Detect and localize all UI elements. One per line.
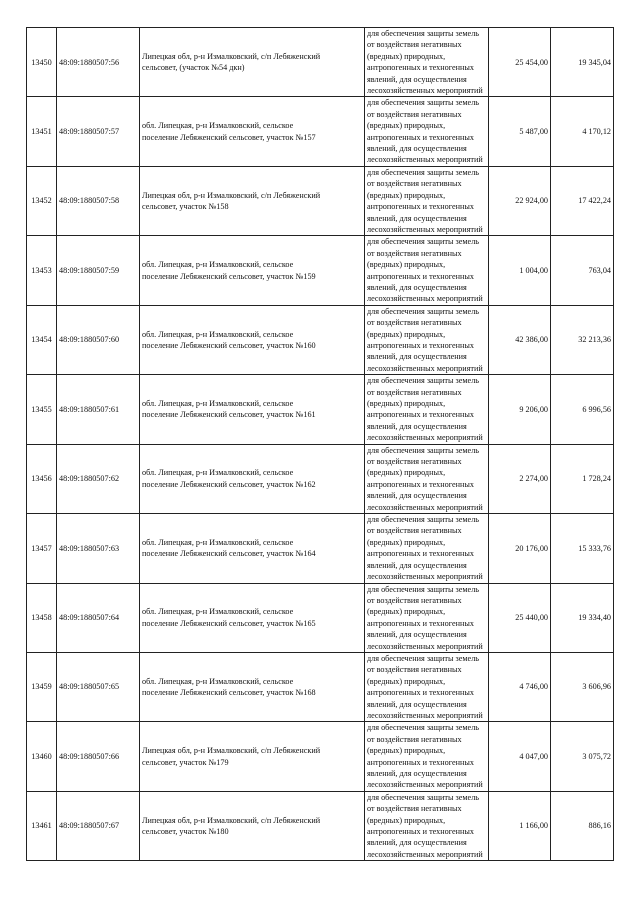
land-use-line: (вредных) природных, bbox=[367, 190, 446, 200]
land-use-line: антропогенных и техногенных bbox=[367, 132, 474, 142]
land-use-cell bbox=[365, 583, 489, 652]
record-number-cell: 13450 bbox=[27, 28, 57, 97]
land-use-line: (вредных) природных, bbox=[367, 51, 446, 61]
address-line: обл. Липецкая, р-н Измалковский, сельское bbox=[142, 329, 294, 339]
cadastral-number-cell: 48:09:1880507:62 bbox=[57, 444, 140, 513]
address-line: поселение Лебяженский сельсовет, участок №162 bbox=[142, 479, 316, 489]
land-use-line: (вредных) природных, bbox=[367, 815, 446, 825]
address-cell bbox=[140, 305, 365, 374]
table-row bbox=[27, 97, 614, 166]
land-use-line: явлений, для осуществления bbox=[367, 74, 467, 84]
land-use-line: для обеспечения защиты земель bbox=[367, 584, 480, 594]
land-use-line: для обеспечения защиты земель bbox=[367, 445, 480, 455]
table-row bbox=[27, 791, 614, 860]
cadastral-number-cell: 48:09:1880507:57 bbox=[57, 97, 140, 166]
address-cell bbox=[140, 444, 365, 513]
land-use-line: явлений, для осуществления bbox=[367, 769, 467, 778]
land-use-line: лесохозяйственных мероприятий bbox=[367, 849, 483, 859]
cadastral-number-cell: 48:09:1880507:58 bbox=[57, 166, 140, 235]
land-use-line: (вредных) природных, bbox=[367, 468, 446, 478]
cost-value-cell: 1 728,24 bbox=[551, 444, 614, 513]
land-use-line: явлений, для осуществления bbox=[367, 144, 467, 154]
table-row bbox=[27, 444, 614, 513]
land-use-line: для обеспечения защиты земель bbox=[367, 237, 480, 247]
address-cell bbox=[140, 791, 365, 860]
land-use-cell bbox=[365, 28, 489, 97]
area-value-cell: 9 206,00 bbox=[489, 375, 551, 444]
land-use-line: явлений, для осуществления bbox=[367, 421, 467, 431]
land-use-line: для обеспечения защиты земель bbox=[367, 792, 480, 802]
land-use-cell bbox=[365, 722, 489, 791]
address-line: Липецкая обл, р-н Измалковский, с/п Лебяженский bbox=[142, 815, 321, 825]
area-value-cell: 4 746,00 bbox=[489, 652, 551, 721]
record-number-cell: 13452 bbox=[27, 166, 57, 235]
address-cell bbox=[140, 97, 365, 166]
land-use-line: явлений, для осуществления bbox=[367, 282, 467, 292]
address-line: сельсовет, (участок №54 дкн) bbox=[142, 63, 245, 73]
cadastral-number-cell: 48:09:1880507:59 bbox=[57, 236, 140, 305]
land-use-line: антропогенных и техногенных bbox=[367, 549, 474, 559]
land-use-line: лесохозяйственных мероприятий bbox=[367, 86, 483, 96]
record-number-cell: 13457 bbox=[27, 514, 57, 583]
area-value-cell: 4 047,00 bbox=[489, 722, 551, 791]
cadastral-number-cell: 48:09:1880507:63 bbox=[57, 514, 140, 583]
land-use-line: от воздействия негативных bbox=[367, 318, 462, 328]
land-use-line: лесохозяйственных мероприятий bbox=[367, 433, 483, 443]
table-row bbox=[27, 236, 614, 305]
land-use-line: лесохозяйственных мероприятий bbox=[367, 155, 483, 165]
address-line: обл. Липецкая, р-н Измалковский, сельское bbox=[142, 537, 294, 547]
land-use-line: от воздействия негативных bbox=[367, 526, 462, 536]
land-use-line: антропогенных и техногенных bbox=[367, 410, 474, 420]
land-use-cell bbox=[365, 305, 489, 374]
address-line: поселение Лебяженский сельсовет, участок №168 bbox=[142, 688, 316, 698]
record-number-cell: 13458 bbox=[27, 583, 57, 652]
land-use-cell bbox=[365, 652, 489, 721]
land-use-cell bbox=[365, 236, 489, 305]
table-row bbox=[27, 583, 614, 652]
land-use-line: явлений, для осуществления bbox=[367, 213, 467, 223]
land-use-line: для обеспечения защиты земель bbox=[367, 723, 480, 733]
cost-value-cell: 19 334,40 bbox=[551, 583, 614, 652]
land-use-line: явлений, для осуществления bbox=[367, 352, 467, 362]
table-row bbox=[27, 305, 614, 374]
land-use-line: от воздействия негативных bbox=[367, 40, 462, 50]
address-line: поселение Лебяженский сельсовет, участок №165 bbox=[142, 618, 316, 628]
table-row bbox=[27, 28, 614, 97]
cadastral-number-cell: 48:09:1880507:56 bbox=[57, 28, 140, 97]
area-value-cell: 1 166,00 bbox=[489, 791, 551, 860]
cost-value-cell: 6 996,56 bbox=[551, 375, 614, 444]
cost-value-cell: 15 333,76 bbox=[551, 514, 614, 583]
land-use-line: лесохозяйственных мероприятий bbox=[367, 502, 483, 512]
land-use-line: антропогенных и техногенных bbox=[367, 827, 474, 837]
land-use-line: от воздействия негативных bbox=[367, 665, 462, 675]
land-use-line: антропогенных и техногенных bbox=[367, 757, 474, 767]
land-use-line: (вредных) природных, bbox=[367, 607, 446, 617]
address-cell bbox=[140, 375, 365, 444]
land-use-line: явлений, для осуществления bbox=[367, 630, 467, 640]
area-value-cell: 1 004,00 bbox=[489, 236, 551, 305]
area-value-cell: 22 924,00 bbox=[489, 166, 551, 235]
record-number-cell: 13461 bbox=[27, 791, 57, 860]
land-use-line: (вредных) природных, bbox=[367, 260, 446, 270]
address-line: Липецкая обл, р-н Измалковский, с/п Лебяженский bbox=[142, 746, 321, 756]
record-number-cell: 13455 bbox=[27, 375, 57, 444]
land-use-line: явлений, для осуществления bbox=[367, 838, 467, 848]
address-line: обл. Липецкая, р-н Измалковский, сельское bbox=[142, 260, 294, 270]
land-use-line: для обеспечения защиты земель bbox=[367, 515, 480, 525]
address-line: поселение Лебяженский сельсовет, участок №161 bbox=[142, 410, 316, 420]
land-use-line: от воздействия негативных bbox=[367, 804, 462, 814]
land-use-cell bbox=[365, 97, 489, 166]
land-use-line: для обеспечения защиты земель bbox=[367, 306, 480, 316]
land-use-line: от воздействия негативных bbox=[367, 248, 462, 258]
land-use-line: (вредных) природных, bbox=[367, 537, 446, 547]
address-cell bbox=[140, 514, 365, 583]
area-value-cell: 20 176,00 bbox=[489, 514, 551, 583]
land-use-line: для обеспечения защиты земель bbox=[367, 653, 480, 663]
land-use-cell bbox=[365, 375, 489, 444]
table-row bbox=[27, 514, 614, 583]
area-value-cell: 5 487,00 bbox=[489, 97, 551, 166]
land-use-line: от воздействия негативных bbox=[367, 734, 462, 744]
address-line: обл. Липецкая, р-н Измалковский, сельское bbox=[142, 121, 294, 131]
cost-value-cell: 3 075,72 bbox=[551, 722, 614, 791]
record-number-cell: 13456 bbox=[27, 444, 57, 513]
land-use-line: лесохозяйственных мероприятий bbox=[367, 294, 483, 304]
land-use-line: (вредных) природных, bbox=[367, 329, 446, 339]
land-use-line: лесохозяйственных мероприятий bbox=[367, 363, 483, 373]
address-line: Липецкая обл, р-н Измалковский, с/п Лебяженский bbox=[142, 190, 321, 200]
address-cell bbox=[140, 722, 365, 791]
table-row bbox=[27, 375, 614, 444]
cost-value-cell: 4 170,12 bbox=[551, 97, 614, 166]
address-line: поселение Лебяженский сельсовет, участок №160 bbox=[142, 340, 316, 350]
cost-value-cell: 19 345,04 bbox=[551, 28, 614, 97]
land-use-cell bbox=[365, 791, 489, 860]
cadastral-number-cell: 48:09:1880507:65 bbox=[57, 652, 140, 721]
cadastral-number-cell: 48:09:1880507:66 bbox=[57, 722, 140, 791]
land-use-line: лесохозяйственных мероприятий bbox=[367, 710, 483, 720]
address-cell bbox=[140, 28, 365, 97]
area-value-cell: 25 440,00 bbox=[489, 583, 551, 652]
registry-body bbox=[27, 28, 614, 861]
area-value-cell: 2 274,00 bbox=[489, 444, 551, 513]
address-line: поселение Лебяженский сельсовет, участок №159 bbox=[142, 271, 316, 281]
land-use-line: лесохозяйственных мероприятий bbox=[367, 572, 483, 582]
land-use-line: лесохозяйственных мероприятий bbox=[367, 224, 483, 234]
address-cell bbox=[140, 236, 365, 305]
area-value-cell: 25 454,00 bbox=[489, 28, 551, 97]
land-use-line: антропогенных и техногенных bbox=[367, 340, 474, 350]
table-row bbox=[27, 652, 614, 721]
land-use-line: (вредных) природных, bbox=[367, 121, 446, 131]
land-use-line: (вредных) природных, bbox=[367, 399, 446, 408]
address-line: поселение Лебяженский сельсовет, участок №164 bbox=[142, 549, 316, 559]
cadastral-number-cell: 48:09:1880507:61 bbox=[57, 375, 140, 444]
land-use-line: антропогенных и техногенных bbox=[367, 688, 474, 698]
land-use-line: лесохозяйственных мероприятий bbox=[367, 780, 483, 790]
address-line: обл. Липецкая, р-н Измалковский, сельское bbox=[142, 676, 294, 686]
cadastral-number-cell: 48:09:1880507:60 bbox=[57, 305, 140, 374]
land-use-line: от воздействия негативных bbox=[367, 179, 462, 189]
area-value-cell: 42 386,00 bbox=[489, 305, 551, 374]
land-use-line: от воздействия негативных bbox=[367, 595, 462, 605]
record-number-cell: 13459 bbox=[27, 652, 57, 721]
cost-value-cell: 886,16 bbox=[551, 791, 614, 860]
land-use-line: (вредных) природных, bbox=[367, 746, 446, 756]
address-line: обл. Липецкая, р-н Измалковский, сельское bbox=[142, 399, 294, 408]
land-use-line: антропогенных и техногенных bbox=[367, 63, 474, 73]
table-row bbox=[27, 166, 614, 235]
land-use-line: от воздействия негативных bbox=[367, 109, 462, 119]
address-line: сельсовет, участок №179 bbox=[142, 757, 229, 767]
record-number-cell: 13460 bbox=[27, 722, 57, 791]
table-row bbox=[27, 722, 614, 791]
land-use-line: от воздействия негативных bbox=[367, 387, 462, 397]
address-cell bbox=[140, 583, 365, 652]
land-use-line: антропогенных и техногенных bbox=[367, 479, 474, 489]
land-use-line: антропогенных и техногенных bbox=[367, 202, 474, 212]
land-use-line: явлений, для осуществления bbox=[367, 699, 467, 709]
land-use-cell bbox=[365, 166, 489, 235]
cost-value-cell: 17 422,24 bbox=[551, 166, 614, 235]
land-use-line: антропогенных и техногенных bbox=[367, 271, 474, 281]
land-use-line: антропогенных и техногенных bbox=[367, 618, 474, 628]
address-cell bbox=[140, 166, 365, 235]
land-use-line: для обеспечения защиты земель bbox=[367, 98, 480, 108]
land-use-line: лесохозяйственных мероприятий bbox=[367, 641, 483, 651]
land-use-line: (вредных) природных, bbox=[367, 676, 446, 686]
land-use-line: от воздействия негативных bbox=[367, 457, 462, 467]
cost-value-cell: 32 213,36 bbox=[551, 305, 614, 374]
cadastral-number-cell: 48:09:1880507:67 bbox=[57, 791, 140, 860]
land-use-cell bbox=[365, 444, 489, 513]
land-use-line: явлений, для осуществления bbox=[367, 491, 467, 501]
land-use-line: явлений, для осуществления bbox=[367, 560, 467, 570]
land-registry-table bbox=[26, 27, 614, 861]
land-use-line: для обеспечения защиты земель bbox=[367, 29, 480, 38]
cost-value-cell: 763,04 bbox=[551, 236, 614, 305]
address-line: сельсовет, участок №180 bbox=[142, 827, 229, 837]
cadastral-number-cell: 48:09:1880507:64 bbox=[57, 583, 140, 652]
address-line: поселение Лебяженский сельсовет, участок №157 bbox=[142, 132, 316, 142]
land-use-line: для обеспечения защиты земель bbox=[367, 376, 480, 386]
cost-value-cell: 3 606,96 bbox=[551, 652, 614, 721]
record-number-cell: 13453 bbox=[27, 236, 57, 305]
address-line: сельсовет, участок №158 bbox=[142, 202, 229, 212]
address-line: Липецкая обл, р-н Измалковский, с/п Лебяженский bbox=[142, 51, 321, 61]
address-cell bbox=[140, 652, 365, 721]
land-use-line: для обеспечения защиты земель bbox=[367, 167, 480, 177]
record-number-cell: 13451 bbox=[27, 97, 57, 166]
address-line: обл. Липецкая, р-н Измалковский, сельское bbox=[142, 468, 294, 478]
record-number-cell: 13454 bbox=[27, 305, 57, 374]
address-line: обл. Липецкая, р-н Измалковский, сельское bbox=[142, 607, 294, 617]
land-use-cell bbox=[365, 514, 489, 583]
